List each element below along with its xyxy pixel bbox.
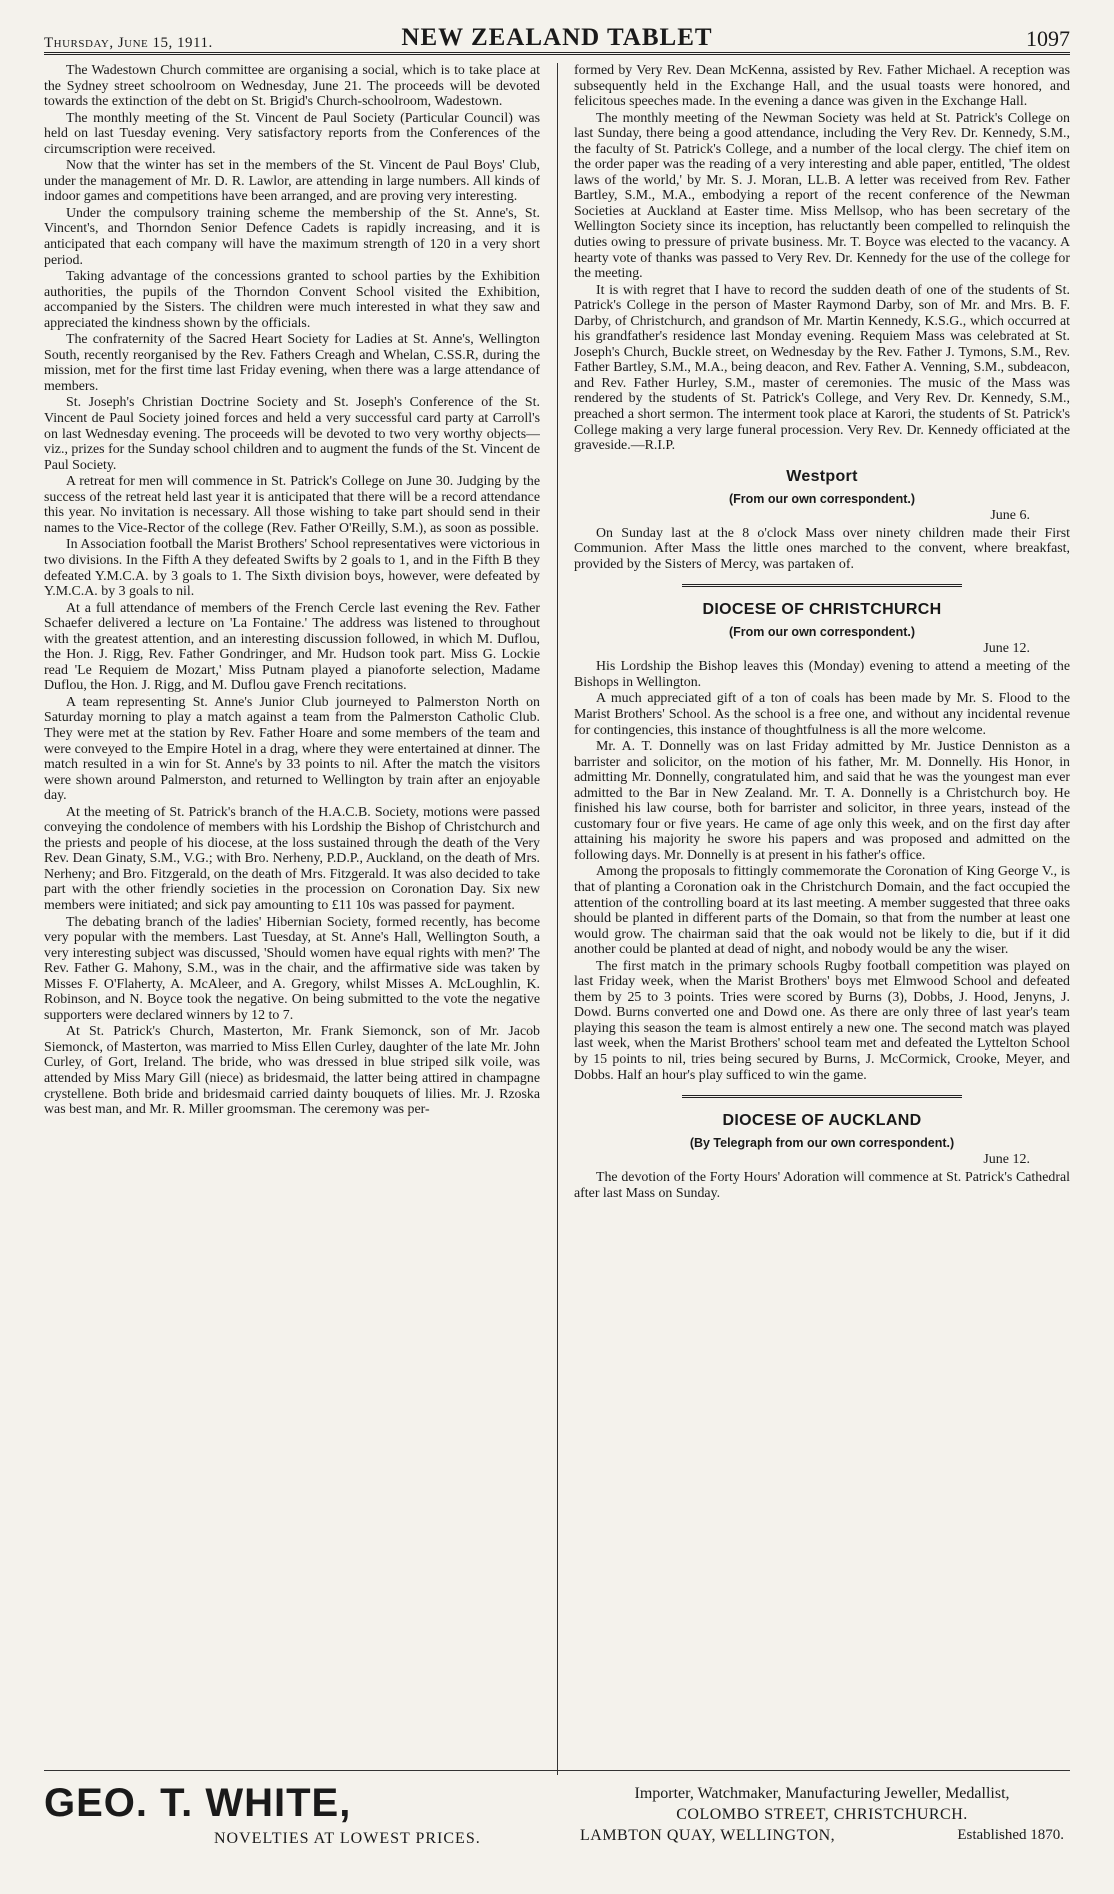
correspondent-line: (From our own correspondent.): [728, 491, 916, 506]
continued-paragraph: formed by Very Rev. Dean McKenna, assisted by Rev. Father Michael. A reception was subsequently held in the Exchange Hall, and the usual toasts were honored, and felicitous speeches made. In the evening a dance was given in the Exchange Hall.: [574, 63, 1070, 110]
masthead: [44, 22, 1070, 55]
article-paragraph: A retreat for men will commence in St. Patrick's College on June 30. Judging by the success of the retreat held last year it is anticipated that there will be a record attendance this year. No invitation is necessary. All those wishing to take part should send in their names to the Vice-Rector of the college (Rev. Father O'Reilly, S.M.), as soon as possible.: [44, 474, 540, 536]
section-rule: [682, 1095, 962, 1098]
correspondent-line: (By Telegraph from our own correspondent.): [689, 1136, 955, 1151]
section-heading-christchurch: DIOCESE OF CHRISTCHURCH: [702, 601, 942, 619]
article-paragraph: The debating branch of the ladies' Hibernian Society, formed recently, has become very popular with the members. Last Tuesday, at St. Anne's Hall, Wellington South, a very interesting subject was discussed, 'Should women have equal rights with men?' The Rev. Father G. Mahony, S.M., was in the chair, and the affirmative side was taken by Misses F. O'Flaherty, A. McAleer, and A. Gregory, whilst Misses A. McLoughlin, K. Robinson, and N. Boyce took the negative. On being submitted to the vote the negative supporters were declared winners by 12 to 7.: [44, 914, 540, 1023]
section-heading-auckland: DIOCESE OF AUCKLAND: [722, 1112, 922, 1130]
article-paragraph: A team representing St. Anne's Junior Club journeyed to Palmerston North on Saturday morning to play a match against a team from the Palmerston Catholic Club. They were met at the station by Rev. Father Hoare and some members of the team and were conveyed to the Empire Hotel in a drag, where they were entertained at dinner. The match resulted in a win for St. Anne's by 33 points to nil. After the match the visitors were shown around Palmerston, and returned to Wellington by train after an enjoyable day.: [44, 694, 540, 804]
article-paragraph: At the meeting of St. Patrick's branch of the H.A.C.B. Society, motions were passed conveying the condolence of members with his Lordship the Bishop of Christchurch and the priests and people of his diocese, at the loss sustained through the death of the Very Rev. Dean Ginaty, S.M., V.G.; with Bro. Nerheny, P.D.P., Auckland, on the death of Mrs. Nerheny; and Bro. Fitzgerald, on the death of Mrs. Fitzgerald. It was also decided to take part with the other friendly societies in the procession on Coronation Day. Six new members were initiated; and sick pay amounting to £11 10s was passed for payment.: [44, 804, 540, 913]
article-paragraph: His Lordship the Bishop leaves this (Monday) evening to attend a meeting of the Bishops in Wellington.: [574, 659, 1070, 690]
advertiser-address-row: [574, 1825, 1070, 1846]
issue-date: Thursday, June 15, 1911.: [44, 35, 213, 51]
advertiser-tagline: NOVELTIES AT LOWEST PRICES.: [214, 1830, 481, 1847]
article-paragraph: At a full attendance of members of the French Cercle last evening the Rev. Father Schaefer delivered a lecture on 'La Fontaine.' The address was listened to throughout with the greatest attention, and an interesting discussion followed, in which M. Duflou, the Hon. J. Rigg, Rev. Father Gondringer, and Mr. Hudson took part. Miss G. Lockie read 'Le Requiem de Mozart,' Miss Putnam played a pianoforte selection, Madame Duflou, the Hon. J. Rigg, and M. Duflou gave French recitations.: [44, 600, 540, 694]
right-column: [574, 63, 1070, 1775]
left-column: [44, 63, 540, 1775]
page-number: 1097: [1026, 26, 1070, 51]
newspaper-title: NEW ZEALAND TABLET: [401, 24, 713, 51]
article-paragraph: The monthly meeting of the Newman Society was held at St. Patrick's College on last Sunday, there being a good attendance, including the Very Rev. Dr. Kennedy, S.M., the faculty of St. Patrick's College, and a number of the local clergy. The chief item on the order paper was the reading of a very interesting and able paper, entitled, 'The oldest laws of the world,' by Mr. S. J. Moran, LL.B. A letter was received from Rev. Father Bartley, S.M., M.A., embodying a report of the recent conference of the Newman Societies at Auckland at Easter time. Miss Mellsop, who has been secretary of the Wellington Society since its inception, has reluctantly been compelled to relinquish the duties owing to pressure of private business. Mr. T. Boyce was elected to the vacancy. A hearty vote of thanks was passed to Very Rev. Dr. Kennedy for the use of the college for the meeting.: [574, 110, 1070, 282]
dateline: June 6.: [990, 507, 1030, 523]
article-paragraph: The Wadestown Church committee are organising a social, which is to take place at the Sydney street schoolroom on Wednesday, June 21. The proceeds will be devoted towards the extinction of the debt on St. Brigid's Church-schoolroom, Wadestown.: [44, 63, 540, 110]
article-paragraph: Under the compulsory training scheme the membership of the St. Anne's, St. Vincent's, and Thorndon Senior Defence Cadets is rapidly increasing, and it is anticipated that each company will have the maximum strength of 120 in a very short period.: [44, 205, 540, 268]
article-paragraph: At St. Patrick's Church, Masterton, Mr. Frank Siemonck, son of Mr. Jacob Siemonck, of Masterton, was married to Miss Ellen Curley, daughter of the late Mr. John Curley, of Gort, Ireland. The bride, who was dressed in blue striped silk voile, was attended by Miss Mary Gill (niece) as bridesmaid, the latter being attired in champagne crystellene. Both bride and bridesmaid carried dainty bouquets of lilies. Mr. J. Rzoska was best man, and Mr. R. Miller groomsman. The ceremony was per-: [44, 1024, 540, 1118]
westport-news: [574, 526, 1070, 573]
established-year: Established 1870.: [957, 1827, 1064, 1843]
newman-society-news: [574, 111, 1070, 454]
advertisement-banner: [44, 1770, 1070, 1881]
article-paragraph: The monthly meeting of the St. Vincent de Paul Society (Particular Council) was held on last Tuesday evening. Very satisfactory reports from the Conferences of the circumscription were received.: [44, 110, 540, 157]
advertiser-block: [44, 1771, 574, 1881]
section-heading-westport: Westport: [786, 467, 858, 485]
section-rule: [682, 584, 962, 587]
column-divider: [557, 63, 558, 1775]
article-paragraph: Now that the winter has set in the members of the St. Vincent de Paul Boys' Club, under the management of Mr. D. R. Lawlor, are attending in large numbers. All kinds of indoor games and competitions have been arranged, and are proving very interesting.: [44, 158, 540, 205]
article-paragraph: St. Joseph's Christian Doctrine Society and St. Joseph's Conference of the St. Vincent de Paul Society joined forces and held a very successful card party at Carroll's on last Wednesday evening. The proceeds will be devoted to two very worthy objects—viz., prizes for the Sunday school children and to augment the funds of the St. Vincent de Paul Society.: [44, 395, 540, 473]
christchurch-news: [574, 659, 1070, 1083]
advertiser-address-wellington: LAMBTON QUAY, WELLINGTON,: [580, 1827, 836, 1844]
dateline: June 12.: [983, 641, 1030, 657]
article-columns: [44, 63, 1070, 1775]
correspondent-line: (From our own correspondent.): [728, 625, 916, 640]
article-paragraph: Among the proposals to fittingly commemorate the Coronation of King George V., is that of planting a Coronation oak in the Christchurch Domain, and the fact occupied the attention of the controlling board at its last meeting. A member suggested that three oaks should be planted in different parts of the Domain, so that from the number at least one would grow. The chairman said that the oak would not be likely to die, but if it did another could be planted at dead of night, and nobody would be any the wiser.: [574, 864, 1070, 958]
article-paragraph: Taking advantage of the concessions granted to school parties by the Exhibition authorities, the pupils of the Thorndon Convent School visited the Exhibition, accompanied by the Sisters. The children were much interested in what they saw and appreciated the kindness shown by the officials.: [44, 269, 540, 331]
advertiser-name: GEO. T. WHITE,: [44, 1781, 352, 1825]
article-paragraph: In Association football the Marist Brothers' School representatives were victorious in two divisions. In the Fifth A they defeated Swifts by 2 goals to 1, and in the Fifth B they defeated Y.M.C.A. by 3 goals to 1. The Sixth division boys, however, were defeated by Y.M.C.A. by 3 goals to nil.: [44, 537, 540, 600]
article-paragraph: Mr. A. T. Donnelly was on last Friday admitted by Mr. Justice Denniston as a barrister and solicitor, on the motion of his father, Mr. M. Donnelly. His Honor, in admitting Mr. Donnelly, congratulated him, and said that he was the youngest man ever admitted to the Bar in New Zealand. Mr. T. A. Donnelly is a Christchurch boy. He finished his law course, both for barrister and solicitor, in three years, instead of the customary four or five years. He came of age only this week, and on the first day after attaining his majority he swore his papers and was proposed and admitted on the following days. Mr. Donnelly is at present in his father's office.: [574, 739, 1070, 863]
advertiser-details: [574, 1771, 1070, 1881]
article-paragraph: On Sunday last at the 8 o'clock Mass over ninety children made their First Communion. After Mass the little ones marched to the convent, where breakfast, provided by the Sisters of Mercy, was partaken of.: [574, 525, 1070, 572]
advertiser-trade: Importer, Watchmaker, Manufacturing Jeweller, Medallist,: [634, 1785, 1010, 1802]
dateline: June 12.: [983, 1152, 1030, 1168]
article-paragraph: The first match in the primary schools Rugby football competition was played on last Friday week, when the Marist Brothers' boys met Elmwood School and defeated them by 25 to 3 points. Tries were scored by Burns (3), Dobbs, J. Hood, Jenyns, J. Dowd. Burns converted one and Dowd one. As there are only three of last year's team playing this season the team is almost entirely a new one. The second match was played last week, when the Marist Brothers' school team met and defeated the Lyttelton School by 15 points to nil, tries being secured by Burns, J. McCormick, Crooke, Meyer, and Dobbs. Half an hour's play sufficed to win the game.: [574, 958, 1070, 1083]
article-paragraph: A much appreciated gift of a ton of coals has been made by Mr. S. Flood to the Marist Brothers' School. As the school is a free one, and without any incidental revenue for contingencies, this instance of thoughtfulness is all the more welcome.: [574, 691, 1070, 738]
advertiser-address-christchurch: COLOMBO STREET, CHRISTCHURCH.: [676, 1806, 968, 1823]
article-paragraph: The devotion of the Forty Hours' Adoration will commence at St. Patrick's Cathedral after last Mass on Sunday.: [574, 1170, 1070, 1201]
article-paragraph: It is with regret that I have to record the sudden death of one of the students of St. Patrick's College in the person of Master Raymond Darby, son of Mr. and Mrs. B. F. Darby, of Christchurch, and grandson of Mr. Martin Kennedy, K.S.G., which occurred at his grandfather's residence last Monday evening. Requiem Mass was celebrated at St. Joseph's Church, Buckle street, on Wednesday by the Rev. Father J. Tymons, S.M., Rev. Father Bartley, S.M., M.A., being deacon, and Rev. Father A. Venning, S.M., subdeacon, and Rev. Father Hurley, S.M., master of ceremonies. The music of the Mass was rendered by the students of St. Patrick's College, and Very Rev. Dr. Kennedy, S.M., preached a short sermon. The interment took place at Karori, the students of St. Patrick's College making a very large funeral procession. Very Rev. Dr. Kennedy officiated at the graveside.—R.I.P.: [574, 282, 1070, 454]
auckland-news: [574, 1170, 1070, 1201]
article-paragraph: The confraternity of the Sacred Heart Society for Ladies at St. Anne's, Wellington South, recently reorganised by the Rev. Fathers Creagh and Whelan, C.SS.R, during the mission, met for the first time last Friday evening, when there was a large attendance of members.: [44, 332, 540, 394]
